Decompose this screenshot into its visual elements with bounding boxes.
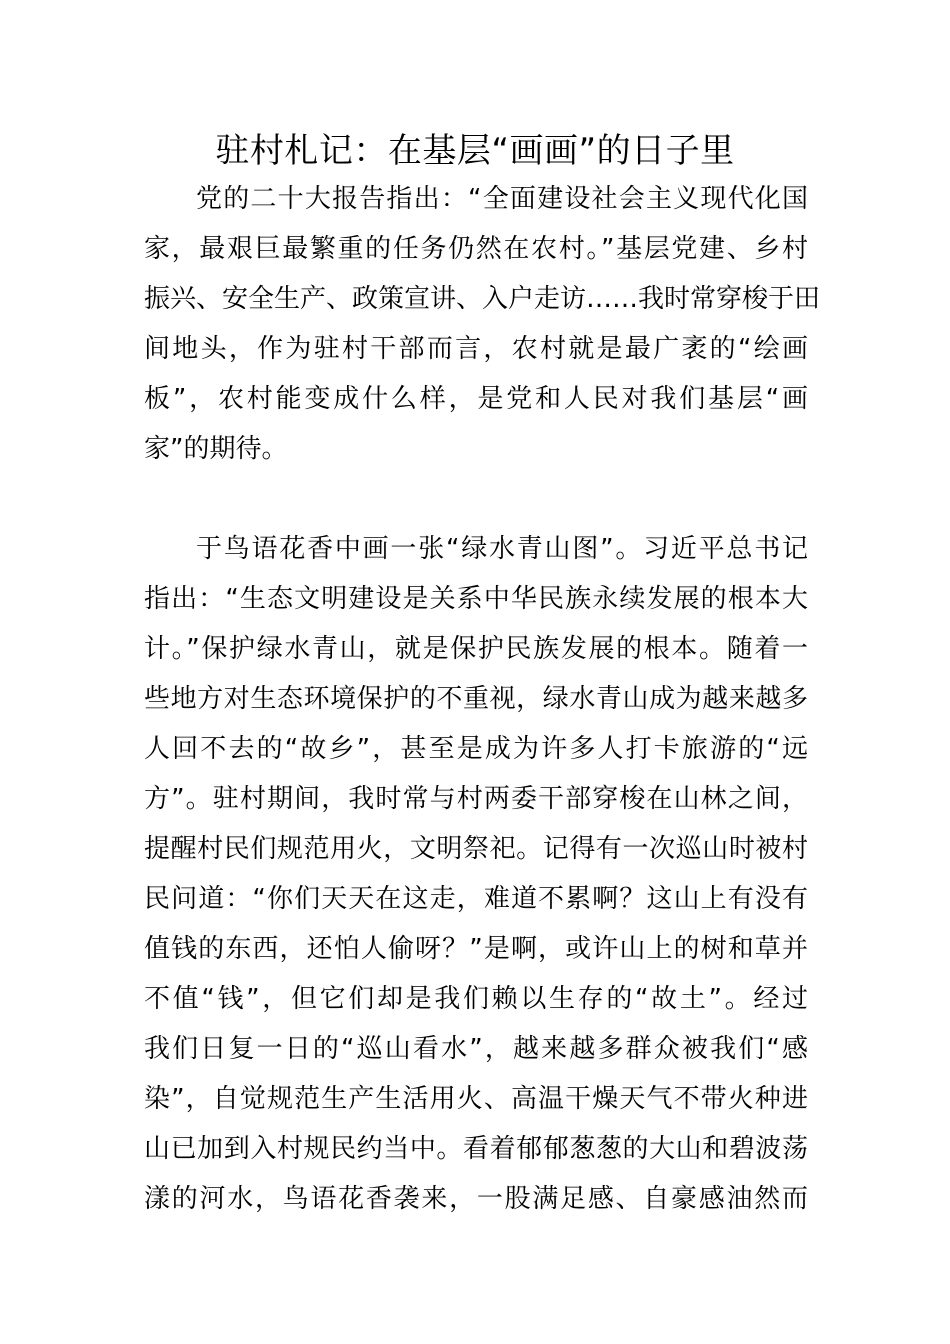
text-line: 不值“钱”，但它们却是我们赖以生存的“故土”。经过 (144, 984, 808, 1014)
document-title: 驻村札记：在基层“画画”的日子里 (215, 131, 735, 171)
text-line: 染”，自觉规范生产生活用火、高温干燥天气不带火种进 (144, 1084, 808, 1114)
text-line: 于鸟语花香中画一张“绿水青山图”。习近平总书记 (196, 534, 808, 564)
text-line: 指出：“生态文明建设是关系中华民族永续发展的根本大 (144, 584, 808, 614)
text-line: 值钱的东西，还怕人偷呀？”是啊，或许山上的树和草并 (144, 934, 808, 964)
text-line: 人回不去的“故乡”，甚至是成为许多人打卡旅游的“远 (144, 734, 808, 764)
text-line: 提醒村民们规范用火，文明祭祀。记得有一次巡山时被村 (144, 834, 808, 864)
paragraph-1 (144, 174, 821, 474)
text-line: 间地头，作为驻村干部而言，农村就是最广袤的“绘画 (144, 334, 808, 364)
text-line: 家”的期待。 (144, 434, 288, 464)
text-line: 山已加到入村规民约当中。看着郁郁葱葱的大山和碧波荡 (144, 1134, 808, 1164)
text-line: 计。”保护绿水青山，就是保护民族发展的根本。随着一 (144, 634, 808, 664)
text-line: 些地方对生态环境保护的不重视，绿水青山成为越来越多 (144, 684, 808, 714)
paragraph-2 (144, 524, 808, 1224)
text-line: 漾的河水，鸟语花香袭来，一股满足感、自豪感油然而 (144, 1184, 808, 1214)
text-line: 板”，农村能变成什么样，是党和人民对我们基层“画 (144, 384, 808, 414)
text-line: 我们日复一日的“巡山看水”，越来越多群众被我们“感 (144, 1034, 808, 1064)
text-line: 党的二十大报告指出：“全面建设社会主义现代化国 (196, 184, 808, 214)
text-line: 家，最艰巨最繁重的任务仍然在农村。”基层党建、乡村 (144, 234, 808, 264)
text-line: 振兴、安全生产、政策宣讲、入户走访……我时常穿梭于田 (144, 284, 821, 314)
text-line: 方”。驻村期间，我时常与村两委干部穿梭在山林之间， (144, 784, 808, 814)
text-line: 民问道：“你们天天在这走，难道不累啊？这山上有没有 (144, 884, 808, 914)
